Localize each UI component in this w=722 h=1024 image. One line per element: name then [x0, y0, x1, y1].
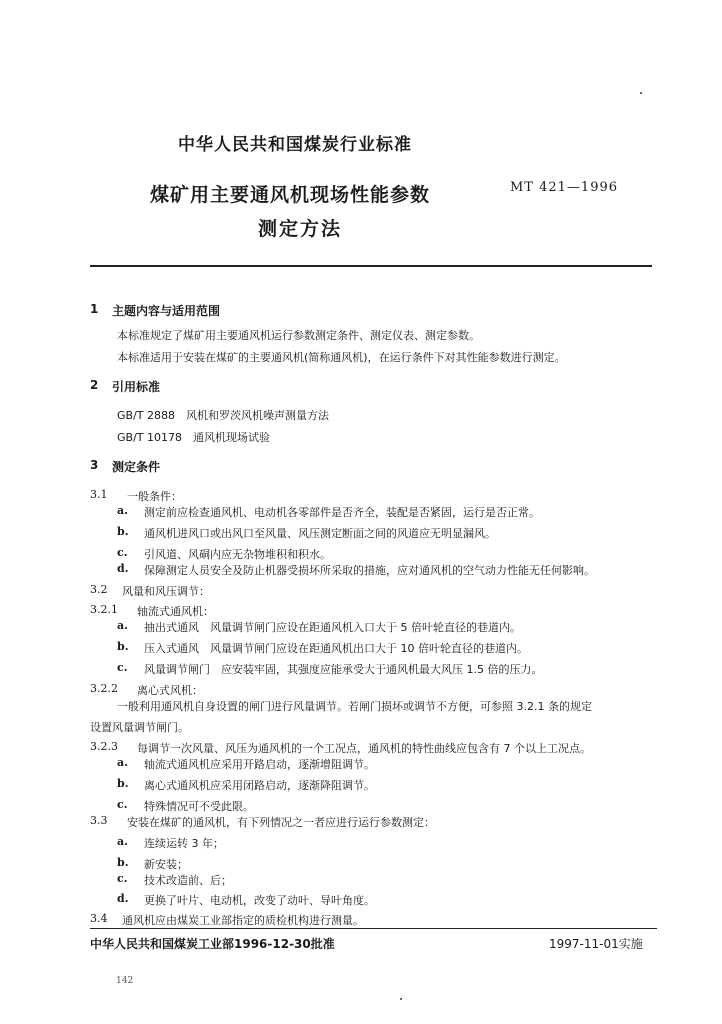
list-item-letter: c.	[117, 872, 128, 885]
footer-divider	[90, 928, 657, 929]
clause-number: 3.2.2	[90, 682, 118, 695]
clause-text: 安装在煤矿的通风机，有下列情况之一者应进行运行参数测定：	[127, 816, 435, 829]
reference-item: GB/T 10178 通风机现场试验	[117, 431, 270, 444]
list-item-letter: c.	[117, 798, 128, 811]
approval-statement: 中华人民共和国煤炭工业部1996-12-30批准	[90, 937, 335, 951]
clause-text: 离心式风机：	[137, 684, 203, 697]
list-item-text: 保障测定人员安全及防止机器受损坏所采取的措施，应对通风机的空气动力性能无任何影响。	[144, 564, 595, 577]
header-divider	[90, 265, 652, 267]
list-item-letter: b.	[117, 640, 129, 653]
list-item-text: 抽出式通风 风量调节闸门应设在距通风机入口大于 5 倍叶轮直径的巷道内。	[144, 621, 521, 634]
list-item-letter: c.	[117, 546, 128, 559]
section-1-title: 主题内容与适用范围	[112, 304, 221, 318]
list-item-letter: b.	[117, 777, 129, 790]
clause-text: 每调节一次风量、风压为通风机的一个工况点，通风机的特性曲线应包含有 7 个以上工况点。	[137, 742, 591, 755]
list-item-text: 风量调节闸门 应安装牢固，其强度应能承受大于通风机最大风压 1.5 倍的压力。	[144, 663, 543, 676]
section-3-number: 3	[90, 458, 99, 472]
clause-number: 3.4	[90, 912, 108, 925]
list-item-text: 离心式通风机应采用闭路启动，逐渐降阻调节。	[144, 779, 375, 792]
clause-text: 轴流式通风机：	[137, 605, 214, 618]
list-item-letter: d.	[117, 892, 129, 905]
list-item-text: 特殊情况可不受此限。	[144, 800, 254, 813]
clause-text: 风量和风压调节：	[122, 585, 210, 598]
standard-code: MT 421—1996	[510, 180, 619, 195]
list-item-letter: a.	[117, 756, 128, 769]
clause-number: 3.2	[90, 583, 108, 596]
scan-speck	[640, 92, 642, 94]
section-2-number: 2	[90, 378, 99, 392]
list-item-text: 轴流式通风机应采用开路启动，逐渐增阻调节。	[144, 758, 375, 771]
list-item-text: 压入式通风 风量调节闸门应设在距通风机出口大于 10 倍叶轮直径的巷道内。	[144, 642, 528, 655]
section-1-paragraph: 本标准适用于安装在煤矿的主要通风机(简称通风机)，在运行条件下对其性能参数进行测定。	[117, 351, 566, 364]
list-item-letter: d.	[117, 562, 129, 575]
list-item-text: 连续运转 3 年；	[144, 837, 224, 850]
scan-speck	[400, 998, 402, 1000]
list-item-letter: c.	[117, 661, 128, 674]
section-1-paragraph: 本标准规定了煤矿用主要通风机运行参数测定条件、测定仪表、测定参数。	[117, 329, 480, 342]
list-item-text: 技术改造前、后；	[144, 874, 232, 887]
document-title-line1: 煤矿用主要通风机现场性能参数	[150, 184, 431, 206]
implementation-date: 1997-11-01实施	[549, 937, 643, 951]
paragraph: 设置风量调节闸门。	[90, 721, 189, 734]
list-item-letter: b.	[117, 856, 129, 869]
page-number: 142	[116, 976, 134, 986]
list-item-letter: a.	[117, 504, 128, 517]
paragraph: 一般利用通风机自身设置的闸门进行风量调节。若闸门损坏或调节不方便，可参照 3.2.1 条的规定	[117, 700, 592, 713]
list-item-text: 新安装；	[144, 858, 188, 871]
reference-item: GB/T 2888 风机和罗茨风机噪声测量方法	[117, 409, 329, 422]
clause-text: 通风机应由煤炭工业部指定的质检机构进行测量。	[122, 914, 364, 927]
list-item-text: 引风道、风硐内应无杂物堆积和积水。	[144, 548, 331, 561]
standard-category: 中华人民共和国煤炭行业标准	[178, 135, 412, 155]
section-2-title: 引用标准	[112, 380, 161, 394]
document-title-line2: 测定方法	[258, 218, 343, 240]
clause-number: 3.2.1	[90, 603, 118, 616]
list-item-text: 测定前应检查通风机、电动机各零部件是否齐全，装配是否紧固，运行是否正常。	[144, 506, 540, 519]
section-1-number: 1	[90, 302, 99, 316]
list-item-letter: b.	[117, 525, 129, 538]
clause-number: 3.3	[90, 814, 108, 827]
clause-number: 3.1	[90, 488, 108, 501]
list-item-text: 通风机进风口或出风口至风量、风压测定断面之间的风道应无明显漏风。	[144, 527, 496, 540]
clause-number: 3.2.3	[90, 740, 118, 753]
list-item-letter: a.	[117, 835, 128, 848]
list-item-text: 更换了叶片、电动机，改变了动叶、导叶角度。	[144, 894, 375, 907]
list-item-letter: a.	[117, 619, 128, 632]
clause-text: 一般条件：	[127, 490, 182, 503]
section-3-title: 测定条件	[112, 460, 161, 474]
